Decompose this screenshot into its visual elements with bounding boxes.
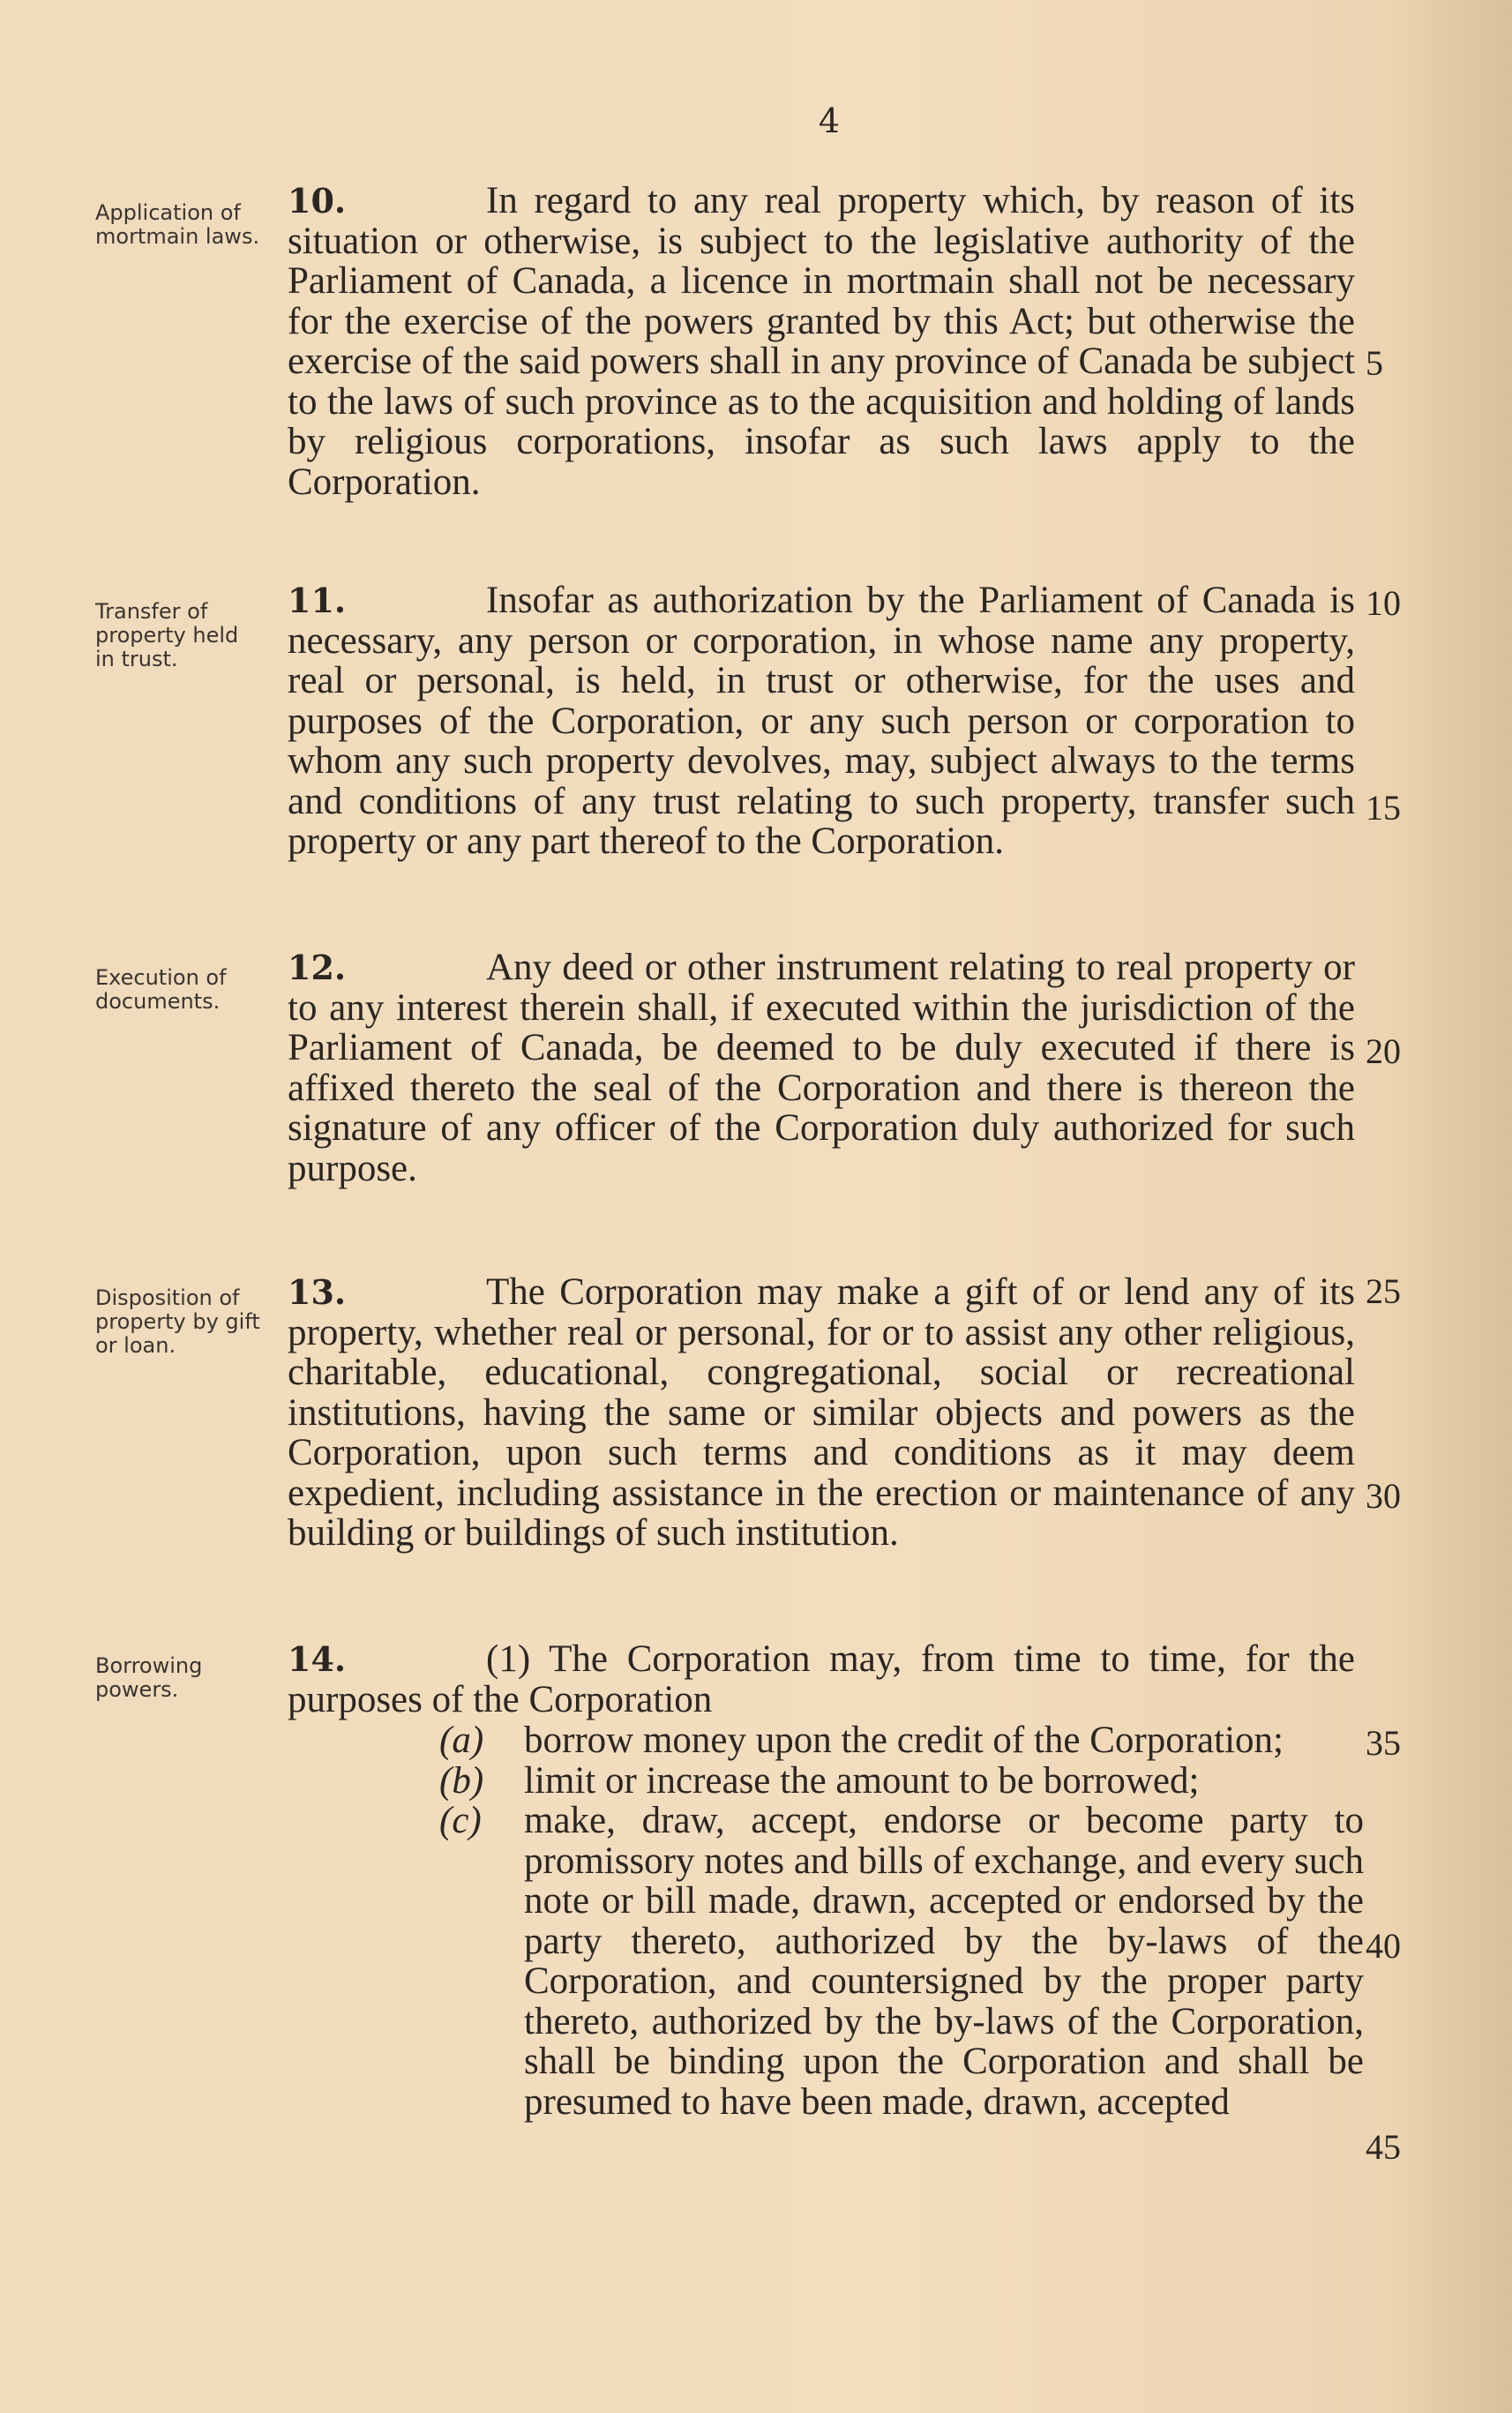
list-item	[288, 1720, 1364, 1761]
section-number-10: 10.	[288, 181, 347, 221]
line-number: 5	[1366, 343, 1383, 383]
line-number: 40	[1366, 1926, 1401, 1966]
line-number: 30	[1366, 1476, 1401, 1516]
list-item	[288, 1761, 1364, 1802]
margin-note-11: Transfer of property held in trust.	[95, 599, 239, 671]
section-14-items	[288, 1720, 1364, 2122]
line-number: 10	[1366, 583, 1401, 623]
item-label: (b)	[439, 1759, 484, 1802]
section-text-13: The Corporation may make a gift of or lend any of its property, whether real or personal, for or to assist any other religious, charitable, educational, congregational, social or recreational institutions, having the same or similar objects and powers as the Corporation, upon such terms and conditions as it may deem expedient, including assistance in the erection or maintenance of any building or buildings of such institution.	[288, 1271, 1355, 1554]
item-label: (a)	[439, 1720, 484, 1761]
line-number: 25	[1366, 1271, 1401, 1311]
section-number-11: 11.	[288, 581, 347, 620]
margin-note-10: Application of mortmain laws.	[95, 200, 260, 249]
margin-note-12: Execution of documents.	[95, 965, 227, 1014]
section-text-10: In regard to any real property which, by reason of its situation or otherwise, is subject to the legislative authority of the Parliament of Canada, a licence in mortmain shall not be necessary for the exercise of the powers granted by this Act; but otherwise the exercise of the said powers shall in any province of Canada be subject to the laws of such province as to the acquisition and holding of lands by religious corporations, insofar as such laws apply to the Corporation.	[288, 180, 1355, 503]
section-text-14: (1) The Corporation may, from time to time, for the purposes of the Corporation	[288, 1638, 1355, 1720]
margin-note-14: Borrowing powers.	[95, 1653, 203, 1702]
section-12	[288, 948, 1355, 1188]
section-10	[288, 181, 1355, 502]
section-number-13: 13.	[288, 1272, 347, 1312]
section-text-12: Any deed or other instrument relating to real property or to any interest therein shall, if executed within the jurisdiction of the Parliament of Canada, be deemed to be duly executed if there is affixed thereto the seal of the Corporation and there is thereon the signature of any officer of the Corporation duly authorized for such purpose.	[288, 947, 1355, 1189]
margin-note-13: Disposition of property by gift or loan.	[95, 1285, 260, 1358]
line-number: 20	[1366, 1031, 1401, 1071]
line-number: 35	[1366, 1723, 1401, 1763]
item-label: (c)	[439, 1800, 482, 1841]
item-text: make, draw, accept, endorse or become party to promissory notes and bills of exchange, and every such note or bill made, drawn, accepted or endorsed by the party thereto, authorized by the by-laws of the Corporation, and countersigned by the proper party thereto, authorized by the by-laws of the Corporation, shall be binding upon the Corporation and shall be presumed to have been made, drawn, accepted	[524, 1800, 1364, 2123]
item-text: limit or increase the amount to be borrowed;	[524, 1759, 1200, 1802]
section-text-11: Insofar as authorization by the Parliament of Canada is necessary, any person or corporation, in whose name any property, real or personal, is held, in trust or otherwise, for the uses and purposes of the Corporation, or any such person or corporation to whom any such property devolves, may, subject always to the terms and conditions of any trust relating to such property, transfer such property or any part thereof to the Corporation.	[288, 580, 1355, 862]
section-number-14: 14.	[288, 1639, 347, 1679]
item-text: borrow money upon the credit of the Corporation;	[524, 1720, 1284, 1761]
page-number: 4	[818, 101, 841, 140]
section-11	[288, 581, 1355, 862]
line-number: 15	[1366, 788, 1401, 828]
section-number-12: 12.	[288, 948, 347, 987]
section-13	[288, 1272, 1355, 1554]
line-number: 45	[1366, 2127, 1401, 2167]
section-14	[288, 1639, 1355, 1720]
list-item	[288, 1801, 1364, 2122]
